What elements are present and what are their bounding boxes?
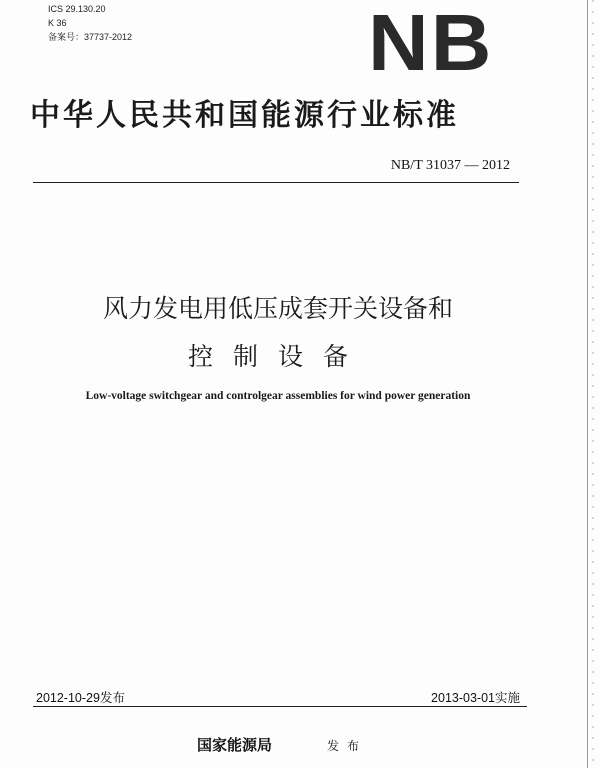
top-divider [33,182,519,183]
title-english: Low-voltage switchgear and controlgear assemblies for wind power generation [85,390,471,402]
standard-number: NB/T 31037 — 2012 [390,158,510,173]
scan-edge-dots [590,0,596,768]
title-chinese-line1: 风力发电用低压成套开关设备和 [102,294,453,323]
issue-date: 2012-10-29发布 [36,691,125,705]
classification-code: K 36 [48,18,67,28]
organization-title: 中华人民共和国能源行业标准 [30,98,459,133]
implementation-date: 2013-03-01实施 [431,691,520,705]
ics-code: ICS 29.130.20 [48,4,106,14]
bottom-divider [33,706,527,707]
header-metadata [48,2,132,44]
filing-number: 备案号：37737-2012 [48,32,133,42]
title-chinese-line2: 控制设备 [187,342,368,371]
issuer-action: 发布 [327,739,368,753]
scan-edge-line [587,0,588,768]
nb-logo: NB [368,0,494,87]
issuer-name: 国家能源局 [197,736,273,754]
